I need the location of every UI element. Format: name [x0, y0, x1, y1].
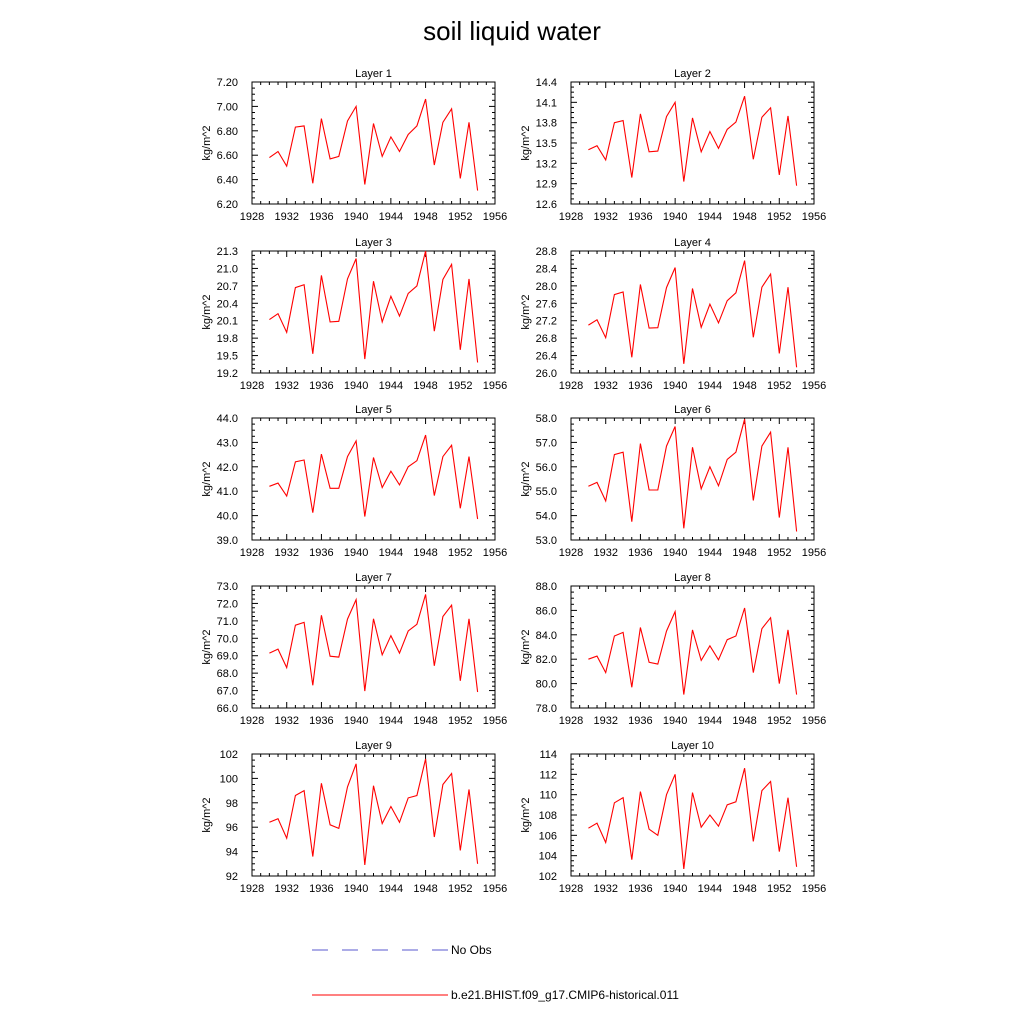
- series-line: [269, 435, 477, 519]
- x-tick-label: 1932: [274, 715, 299, 727]
- y-tick-label: 102: [219, 749, 238, 761]
- panel-title: Layer 10: [671, 740, 714, 752]
- y-tick-label: 27.6: [535, 298, 557, 311]
- y-tick-label: 88.0: [535, 581, 557, 593]
- chart-panel: [201, 237, 507, 392]
- y-tick-label: 41.0: [216, 486, 238, 499]
- x-tick-label: 1944: [697, 380, 723, 392]
- x-tick-label: 1940: [662, 715, 688, 727]
- y-tick-label: 42.0: [216, 461, 238, 474]
- x-tick-label: 1952: [767, 547, 792, 559]
- y-tick-label: 13.8: [535, 117, 557, 130]
- x-tick-label: 1952: [448, 211, 473, 223]
- y-tick-label: 7.20: [216, 77, 238, 89]
- y-axis-label: kg/m^2: [201, 461, 213, 497]
- x-tick-label: 1932: [274, 883, 299, 895]
- x-tick-label: 1944: [378, 883, 404, 895]
- y-axis-label: kg/m^2: [520, 797, 532, 833]
- series-line: [588, 608, 796, 695]
- x-tick-label: 1932: [593, 380, 618, 392]
- y-tick-label: 66.0: [216, 703, 238, 715]
- y-tick-label: 13.2: [535, 158, 557, 171]
- x-tick-label: 1936: [309, 883, 334, 895]
- chart-panel: [520, 404, 826, 559]
- x-tick-label: 1956: [801, 380, 827, 392]
- x-tick-label: 1952: [767, 380, 792, 392]
- panel-title: Layer 9: [355, 740, 392, 752]
- y-tick-label: 19.2: [216, 368, 238, 380]
- figure-title: soil liquid water: [423, 16, 601, 46]
- x-tick-label: 1928: [558, 211, 584, 223]
- y-tick-label: 20.7: [216, 280, 238, 293]
- series-line: [588, 768, 796, 869]
- x-tick-label: 1956: [482, 883, 508, 895]
- y-tick-label: 68.0: [216, 668, 238, 681]
- y-tick-label: 26.0: [535, 368, 557, 380]
- x-tick-label: 1948: [732, 547, 757, 559]
- x-tick-label: 1948: [413, 380, 438, 392]
- x-tick-label: 1944: [697, 211, 723, 223]
- y-tick-label: 44.0: [216, 413, 238, 425]
- x-tick-label: 1956: [482, 211, 508, 223]
- plot-frame: [571, 418, 814, 540]
- y-tick-label: 19.5: [216, 350, 238, 363]
- plot-frame: [252, 82, 495, 204]
- panels-grid: [201, 68, 826, 895]
- series-line: [269, 251, 477, 363]
- plot-frame: [252, 418, 495, 540]
- y-tick-label: 98: [225, 797, 238, 810]
- y-tick-label: 108: [538, 810, 557, 822]
- panel-title: Layer 5: [355, 404, 392, 416]
- x-tick-label: 1944: [697, 547, 723, 559]
- x-tick-label: 1956: [482, 380, 508, 392]
- panel-title: Layer 7: [355, 572, 392, 584]
- y-tick-label: 102: [538, 871, 557, 883]
- y-axis-label: kg/m^2: [520, 294, 532, 330]
- x-tick-label: 1944: [378, 715, 404, 727]
- y-axis-label: kg/m^2: [201, 294, 213, 330]
- legend-label-no-obs: No Obs: [451, 943, 492, 957]
- x-tick-label: 1932: [593, 211, 618, 223]
- x-tick-label: 1956: [801, 211, 827, 223]
- x-tick-label: 1952: [767, 883, 792, 895]
- y-axis-label: kg/m^2: [520, 461, 532, 497]
- x-tick-label: 1940: [343, 715, 369, 727]
- y-tick-label: 7.00: [216, 101, 238, 114]
- x-tick-label: 1932: [593, 547, 618, 559]
- y-tick-label: 14.4: [535, 77, 557, 89]
- x-tick-label: 1928: [558, 883, 584, 895]
- x-tick-label: 1936: [628, 547, 653, 559]
- plot-frame: [571, 82, 814, 204]
- panel-title: Layer 2: [674, 68, 711, 80]
- y-axis-label: kg/m^2: [201, 125, 213, 161]
- legend-label-model: b.e21.BHIST.f09_g17.CMIP6-historical.011: [451, 988, 679, 1002]
- y-tick-label: 6.60: [216, 150, 238, 163]
- x-tick-label: 1944: [697, 883, 723, 895]
- plot-frame: [252, 754, 495, 876]
- y-tick-label: 84.0: [535, 629, 557, 642]
- x-tick-label: 1940: [662, 547, 688, 559]
- x-tick-label: 1940: [343, 211, 369, 223]
- y-tick-label: 57.0: [535, 437, 557, 450]
- y-tick-label: 53.0: [535, 535, 557, 547]
- y-tick-label: 106: [538, 830, 557, 843]
- y-tick-label: 6.20: [216, 199, 238, 211]
- x-tick-label: 1952: [448, 715, 473, 727]
- plot-frame: [571, 586, 814, 708]
- y-tick-label: 114: [539, 749, 557, 761]
- series-line: [588, 96, 796, 186]
- x-tick-label: 1948: [732, 715, 757, 727]
- x-tick-label: 1928: [239, 883, 265, 895]
- plot-frame: [571, 251, 814, 373]
- x-tick-label: 1940: [662, 380, 688, 392]
- y-tick-label: 13.5: [535, 138, 557, 150]
- x-tick-label: 1928: [239, 211, 265, 223]
- y-tick-label: 86.0: [535, 605, 557, 618]
- y-tick-label: 67.0: [216, 685, 238, 698]
- x-tick-label: 1928: [239, 715, 265, 727]
- x-tick-label: 1928: [239, 380, 265, 392]
- x-tick-label: 1936: [309, 211, 334, 223]
- y-axis-label: kg/m^2: [201, 629, 213, 665]
- y-tick-label: 20.4: [216, 298, 238, 311]
- y-tick-label: 54.0: [535, 510, 557, 523]
- y-tick-label: 39.0: [216, 535, 238, 547]
- x-tick-label: 1936: [309, 547, 334, 559]
- y-tick-label: 78.0: [535, 703, 557, 715]
- x-tick-label: 1932: [274, 547, 299, 559]
- x-tick-label: 1952: [448, 380, 473, 392]
- x-tick-label: 1936: [628, 883, 653, 895]
- series-line: [269, 594, 477, 692]
- y-tick-label: 70.0: [216, 633, 238, 646]
- y-tick-label: 55.0: [535, 486, 557, 499]
- y-tick-label: 20.1: [216, 315, 238, 328]
- y-tick-label: 73.0: [216, 581, 238, 593]
- plot-frame: [571, 754, 814, 876]
- x-tick-label: 1944: [697, 715, 723, 727]
- y-tick-label: 6.40: [216, 174, 238, 187]
- panel-title: Layer 4: [674, 237, 711, 249]
- x-tick-label: 1956: [801, 547, 827, 559]
- y-tick-label: 14.1: [535, 97, 557, 110]
- y-tick-label: 110: [539, 789, 557, 802]
- x-tick-label: 1928: [558, 380, 584, 392]
- x-tick-label: 1940: [343, 547, 369, 559]
- x-tick-label: 1940: [662, 883, 688, 895]
- x-tick-label: 1948: [413, 883, 438, 895]
- x-tick-label: 1956: [801, 715, 827, 727]
- x-tick-label: 1952: [448, 883, 473, 895]
- x-tick-label: 1936: [628, 211, 653, 223]
- x-tick-label: 1956: [482, 547, 508, 559]
- y-tick-label: 82.0: [535, 654, 557, 667]
- y-tick-label: 104: [538, 850, 557, 863]
- x-tick-label: 1936: [628, 715, 653, 727]
- x-tick-label: 1940: [343, 380, 369, 392]
- x-tick-label: 1948: [413, 715, 438, 727]
- x-tick-label: 1952: [767, 211, 792, 223]
- series-line: [269, 759, 477, 865]
- x-tick-label: 1944: [378, 547, 404, 559]
- series-line: [269, 99, 477, 191]
- y-tick-label: 26.8: [535, 333, 557, 346]
- y-tick-label: 28.0: [535, 280, 557, 293]
- chart-panel: [201, 740, 507, 895]
- x-tick-label: 1948: [732, 380, 757, 392]
- y-tick-label: 112: [539, 769, 557, 782]
- series-line: [588, 261, 796, 368]
- y-tick-label: 69.0: [216, 650, 238, 663]
- x-tick-label: 1932: [593, 715, 618, 727]
- chart-panel: [520, 572, 826, 727]
- x-tick-label: 1936: [309, 715, 334, 727]
- x-tick-label: 1948: [413, 547, 438, 559]
- chart-panel: [201, 404, 507, 559]
- x-tick-label: 1928: [558, 547, 584, 559]
- legend: [312, 943, 679, 1002]
- y-axis-label: kg/m^2: [520, 629, 532, 665]
- plot-frame: [252, 586, 495, 708]
- x-tick-label: 1936: [628, 380, 653, 392]
- series-line: [588, 419, 796, 531]
- x-tick-label: 1952: [767, 715, 792, 727]
- y-tick-label: 28.4: [535, 263, 557, 276]
- y-tick-label: 71.0: [216, 615, 238, 628]
- y-tick-label: 12.6: [535, 199, 557, 211]
- y-tick-label: 6.80: [216, 125, 238, 138]
- chart-panel: [201, 572, 507, 727]
- y-tick-label: 28.8: [535, 246, 557, 258]
- x-tick-label: 1932: [593, 883, 618, 895]
- y-tick-label: 19.8: [216, 333, 238, 346]
- y-tick-label: 94: [225, 846, 238, 859]
- chart-panel: [520, 237, 826, 392]
- chart-panel: [201, 68, 507, 223]
- x-tick-label: 1944: [378, 211, 404, 223]
- x-tick-label: 1936: [309, 380, 334, 392]
- y-tick-label: 12.9: [535, 178, 557, 191]
- x-tick-label: 1928: [239, 547, 265, 559]
- x-tick-label: 1940: [662, 211, 688, 223]
- y-axis-label: kg/m^2: [520, 125, 532, 161]
- y-tick-label: 40.0: [216, 510, 238, 523]
- y-tick-label: 58.0: [535, 413, 557, 425]
- chart-panel: [520, 68, 826, 223]
- y-tick-label: 92: [225, 871, 238, 883]
- panel-title: Layer 8: [674, 572, 711, 584]
- y-axis-label: kg/m^2: [201, 797, 213, 833]
- y-tick-label: 27.2: [535, 315, 557, 328]
- y-tick-label: 21.0: [216, 263, 238, 276]
- y-tick-label: 26.4: [535, 350, 557, 363]
- y-tick-label: 72.0: [216, 598, 238, 611]
- x-tick-label: 1932: [274, 211, 299, 223]
- x-tick-label: 1928: [558, 715, 584, 727]
- x-tick-label: 1948: [732, 211, 757, 223]
- panel-title: Layer 1: [355, 68, 392, 80]
- panel-title: Layer 3: [355, 237, 392, 249]
- x-tick-label: 1932: [274, 380, 299, 392]
- y-tick-label: 96: [225, 822, 238, 835]
- y-tick-label: 21.3: [216, 246, 238, 258]
- x-tick-label: 1944: [378, 380, 404, 392]
- x-tick-label: 1948: [732, 883, 757, 895]
- x-tick-label: 1940: [343, 883, 369, 895]
- y-tick-label: 43.0: [216, 437, 238, 450]
- x-tick-label: 1952: [448, 547, 473, 559]
- x-tick-label: 1956: [482, 715, 508, 727]
- x-tick-label: 1948: [413, 211, 438, 223]
- x-tick-label: 1956: [801, 883, 827, 895]
- panel-title: Layer 6: [674, 404, 711, 416]
- y-tick-label: 80.0: [535, 678, 557, 691]
- y-tick-label: 56.0: [535, 461, 557, 474]
- y-tick-label: 100: [219, 773, 238, 786]
- plot-frame: [252, 251, 495, 373]
- chart-panel: [520, 740, 826, 895]
